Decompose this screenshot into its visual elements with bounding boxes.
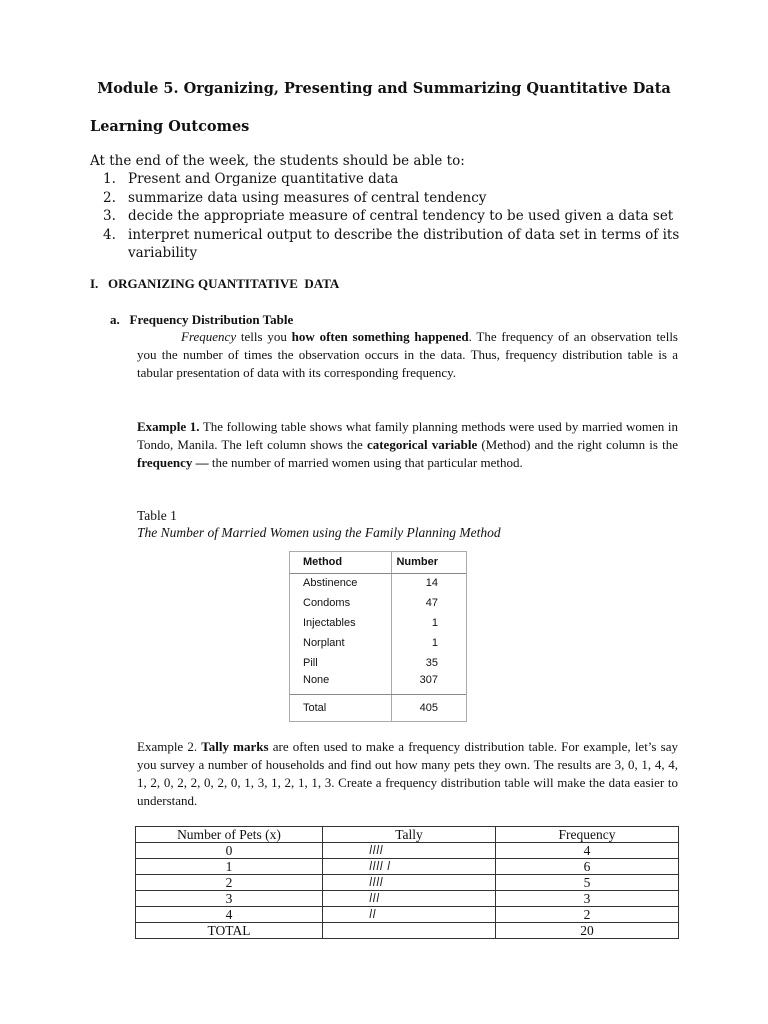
list-item	[100, 170, 680, 189]
list-text: Present and Organize quantitative data	[128, 171, 399, 187]
table-row	[290, 671, 466, 690]
table-row	[290, 634, 466, 653]
table1-label: Table 1	[137, 508, 177, 523]
section-heading: I. ORGANIZING QUANTITATIVE DATA	[90, 276, 340, 291]
cell-frequency: 6	[496, 859, 679, 875]
table-row	[136, 891, 679, 907]
table-header-row	[290, 552, 466, 574]
cell-number: 307	[419, 674, 438, 686]
cell-pets: 2	[136, 875, 323, 891]
table-row	[136, 875, 679, 891]
cell-tally: ǀǀǀǀ ǀ	[323, 859, 496, 875]
page-title: Module 5. Organizing, Presenting and Summarizing Quantitative Data	[97, 80, 671, 97]
cell-number: 1	[431, 637, 438, 649]
list-item	[100, 207, 680, 226]
cell-number: 47	[425, 597, 438, 609]
table-row	[136, 843, 679, 859]
list-number: 3.	[103, 208, 116, 224]
term-frequency: Frequency	[181, 329, 237, 344]
header-method: Method	[303, 556, 343, 568]
family-planning-table	[289, 551, 467, 722]
learning-outcomes-list	[100, 170, 680, 263]
cell-method: Condoms	[303, 597, 351, 609]
cell-method: Norplant	[303, 637, 345, 649]
table-header-row	[136, 827, 679, 843]
frequency-paragraph	[137, 328, 678, 382]
cell-total-label: Total	[303, 702, 327, 714]
example2-paragraph	[137, 738, 678, 810]
cell-tally: ǀǀ	[323, 907, 496, 923]
emphasis-text: frequency —	[137, 455, 209, 470]
list-item	[100, 226, 680, 263]
table-total-row	[136, 923, 679, 939]
cell-tally	[323, 923, 496, 939]
cell-method: Abstinence	[303, 577, 358, 589]
header-frequency: Frequency	[496, 827, 679, 843]
table-row	[136, 859, 679, 875]
text-span: The following table shows what family planning methods were used by married women in Tondo, Manila. The left column shows the	[137, 419, 678, 452]
list-item	[100, 189, 680, 208]
cell-pets: 1	[136, 859, 323, 875]
cell-pets: 4	[136, 907, 323, 923]
text-span: . The frequency of an observation tells you the number of times the observation occurs in the data. Thus, frequency distribution table is a tabular presentation of data with its corresponding frequency.	[137, 329, 678, 380]
cell-method: None	[303, 674, 330, 686]
text-span: the number of married women using that particular method.	[208, 455, 523, 470]
header-number: Number	[396, 556, 438, 568]
example-label: Example 1.	[137, 419, 200, 434]
list-text: interpret numerical output to describe the distribution of data set in terms of its variability	[128, 226, 680, 261]
table-row	[290, 574, 466, 593]
text-span: tells you	[236, 329, 292, 344]
list-number: 4.	[103, 226, 116, 243]
cell-tally: ǀǀǀǀ	[323, 843, 496, 859]
cell-method: Pill	[303, 657, 318, 669]
cell-number: 35	[425, 657, 438, 669]
cell-frequency: 5	[496, 875, 679, 891]
list-text: decide the appropriate measure of central tendency to be used given a data set	[128, 208, 674, 224]
cell-total-label: TOTAL	[136, 923, 323, 939]
cell-number: 14	[425, 577, 438, 589]
text-span: are often used to make a frequency distribution table. For example, let’s say you survey a number of households and find out how many pets they own. The results are 3, 0, 1, 4, 4, 1, 2, 0, 2, 2, 0, 2, 0, 1, 3, 1, 2, 1, 1, 3. Create a frequency distribution table will make the data easier to understand.	[137, 739, 678, 808]
list-number: 1.	[103, 171, 116, 187]
table-row	[290, 614, 466, 633]
cell-total-value: 405	[419, 702, 438, 714]
cell-tally: ǀǀǀǀ	[323, 875, 496, 891]
cell-number: 1	[431, 617, 438, 629]
text-span: Example 2.	[137, 739, 202, 754]
list-number: 2.	[103, 189, 116, 206]
emphasis-text: Tally marks	[201, 739, 269, 754]
cell-method: Injectables	[303, 617, 356, 629]
cell-tally: ǀǀǀ	[323, 891, 496, 907]
subsection-heading: a. Frequency Distribution Table	[110, 312, 294, 327]
table-row	[290, 594, 466, 613]
emphasis-text: how often something happened	[291, 329, 469, 344]
emphasis-text: categorical variable	[366, 437, 478, 452]
learning-outcomes-intro: At the end of the week, the students should be able to:	[90, 153, 465, 169]
learning-outcomes-heading: Learning Outcomes	[90, 118, 250, 135]
example1-paragraph	[137, 418, 678, 472]
list-text: summarize data using measures of central tendency	[128, 189, 487, 206]
cell-pets: 3	[136, 891, 323, 907]
table1-caption: The Number of Married Women using the Family Planning Method	[137, 525, 501, 540]
table-row	[136, 907, 679, 923]
header-pets: Number of Pets (x)	[136, 827, 323, 843]
header-tally: Tally	[323, 827, 496, 843]
cell-pets: 0	[136, 843, 323, 859]
cell-frequency: 2	[496, 907, 679, 923]
cell-total-value: 20	[496, 923, 679, 939]
table-total-row	[290, 694, 466, 724]
pets-frequency-table	[135, 826, 679, 939]
cell-frequency: 3	[496, 891, 679, 907]
cell-frequency: 4	[496, 843, 679, 859]
text-span: (Method) and the right column is the	[477, 437, 678, 452]
